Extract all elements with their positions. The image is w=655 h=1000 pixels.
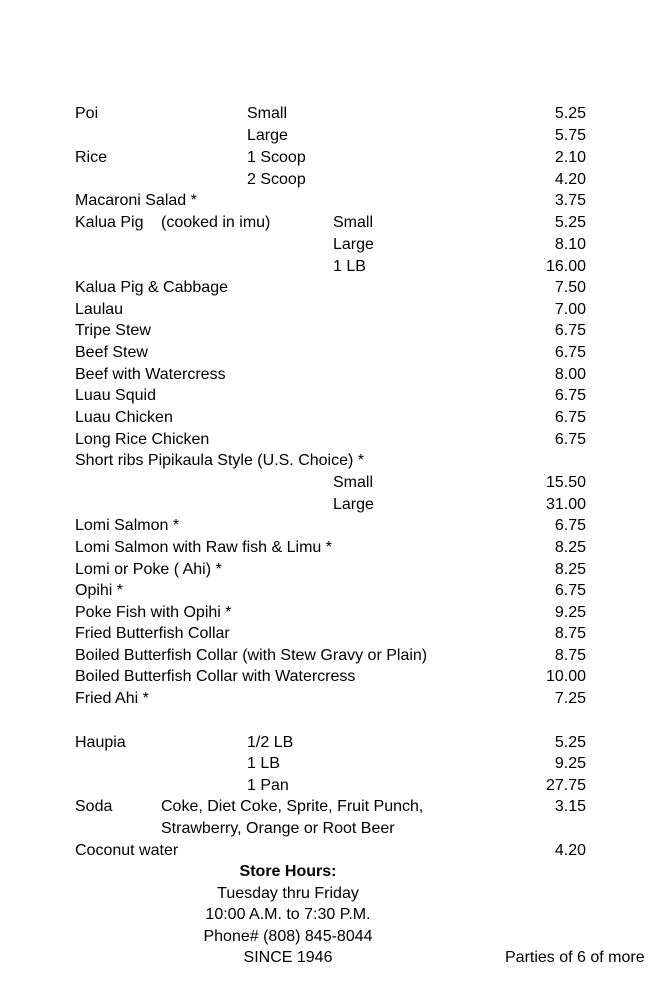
store-hours-heading: Store Hours: [239,863,337,880]
item-name: Opihi * [75,582,124,599]
item-name: Poi [75,105,99,122]
item-size: 1 LB [247,755,280,772]
item-name: Macaroni Salad * [75,192,197,209]
item-price: 10.00 [545,668,586,685]
item-price: 6.75 [554,387,586,404]
item-name: Lomi Salmon * [75,517,180,534]
parties-note: Parties of 6 of more [505,949,645,966]
item-price: 6.75 [554,344,586,361]
item-price: 15.50 [545,474,586,491]
item-size: Large [333,496,374,513]
item-price: 3.15 [554,798,586,815]
item-price: 8.75 [554,647,586,664]
item-description: Strawberry, Orange or Root Beer [161,820,395,837]
item-name: Fried Ahi * [75,690,149,707]
item-price: 6.75 [554,582,586,599]
item-price: 16.00 [545,258,586,275]
item-name: Luau Chicken [75,409,173,426]
item-price: 5.25 [554,734,586,751]
item-name: Long Rice Chicken [75,431,210,448]
item-price: 7.50 [554,279,586,296]
store-hours: 10:00 A.M. to 7:30 P.M. [205,906,371,923]
item-name: Lomi or Poke ( Ahi) * [75,561,222,578]
item-price: 6.75 [554,322,586,339]
item-price: 5.25 [554,105,586,122]
item-size: Large [247,127,288,144]
item-name: Short ribs Pipikaula Style (U.S. Choice) * [75,452,364,469]
item-description: Coke, Diet Coke, Sprite, Fruit Punch, [161,798,424,815]
store-since: SINCE 1946 [243,949,333,966]
item-name: Lomi Salmon with Raw fish & Limu * [75,539,332,556]
item-name: Tripe Stew [75,322,151,339]
item-price: 3.75 [554,192,586,209]
item-price: 8.25 [554,561,586,578]
item-price: 5.75 [554,127,586,144]
item-price: 31.00 [545,496,586,513]
item-name: Fried Butterfish Collar [75,625,230,642]
item-price: 8.75 [554,625,586,642]
item-price: 8.25 [554,539,586,556]
item-size: Large [333,236,374,253]
item-size: 1/2 LB [247,734,294,751]
item-note: (cooked in imu) [161,214,271,231]
item-name: Soda [75,798,113,815]
item-name: Boiled Butterfish Collar (with Stew Gravy or Plain) [75,647,428,664]
item-price: 2.10 [554,149,586,166]
item-name: Kalua Pig & Cabbage [75,279,228,296]
item-size: Small [333,474,374,491]
item-price: 6.75 [554,409,586,426]
item-price: 27.75 [545,777,586,794]
item-size: 1 Scoop [247,149,306,166]
item-size: 1 LB [333,258,366,275]
item-price: 8.10 [554,236,586,253]
item-name: Poke Fish with Opihi * [75,604,232,621]
item-price: 5.25 [554,214,586,231]
item-price: 4.20 [554,842,586,859]
store-phone: Phone# (808) 845-8044 [203,928,373,945]
item-size: 2 Scoop [247,171,306,188]
item-size: 1 Pan [247,777,289,794]
item-price: 6.75 [554,517,586,534]
item-name: Luau Squid [75,387,156,404]
item-name: Beef with Watercress [75,366,226,383]
item-name: Kalua Pig [75,214,144,231]
item-name: Rice [75,149,108,166]
item-price: 9.25 [554,604,586,621]
item-price: 8.00 [554,366,586,383]
item-name: Laulau [75,301,124,318]
store-days: Tuesday thru Friday [217,885,359,902]
item-price: 6.75 [554,431,586,448]
item-size: Small [333,214,374,231]
item-price: 7.00 [554,301,586,318]
item-name: Boiled Butterfish Collar with Watercress [75,668,356,685]
item-name: Coconut water [75,842,179,859]
item-size: Small [247,105,288,122]
item-price: 9.25 [554,755,586,772]
item-name: Beef Stew [75,344,148,361]
item-price: 4.20 [554,171,586,188]
item-price: 7.25 [554,690,586,707]
item-name: Haupia [75,734,126,751]
